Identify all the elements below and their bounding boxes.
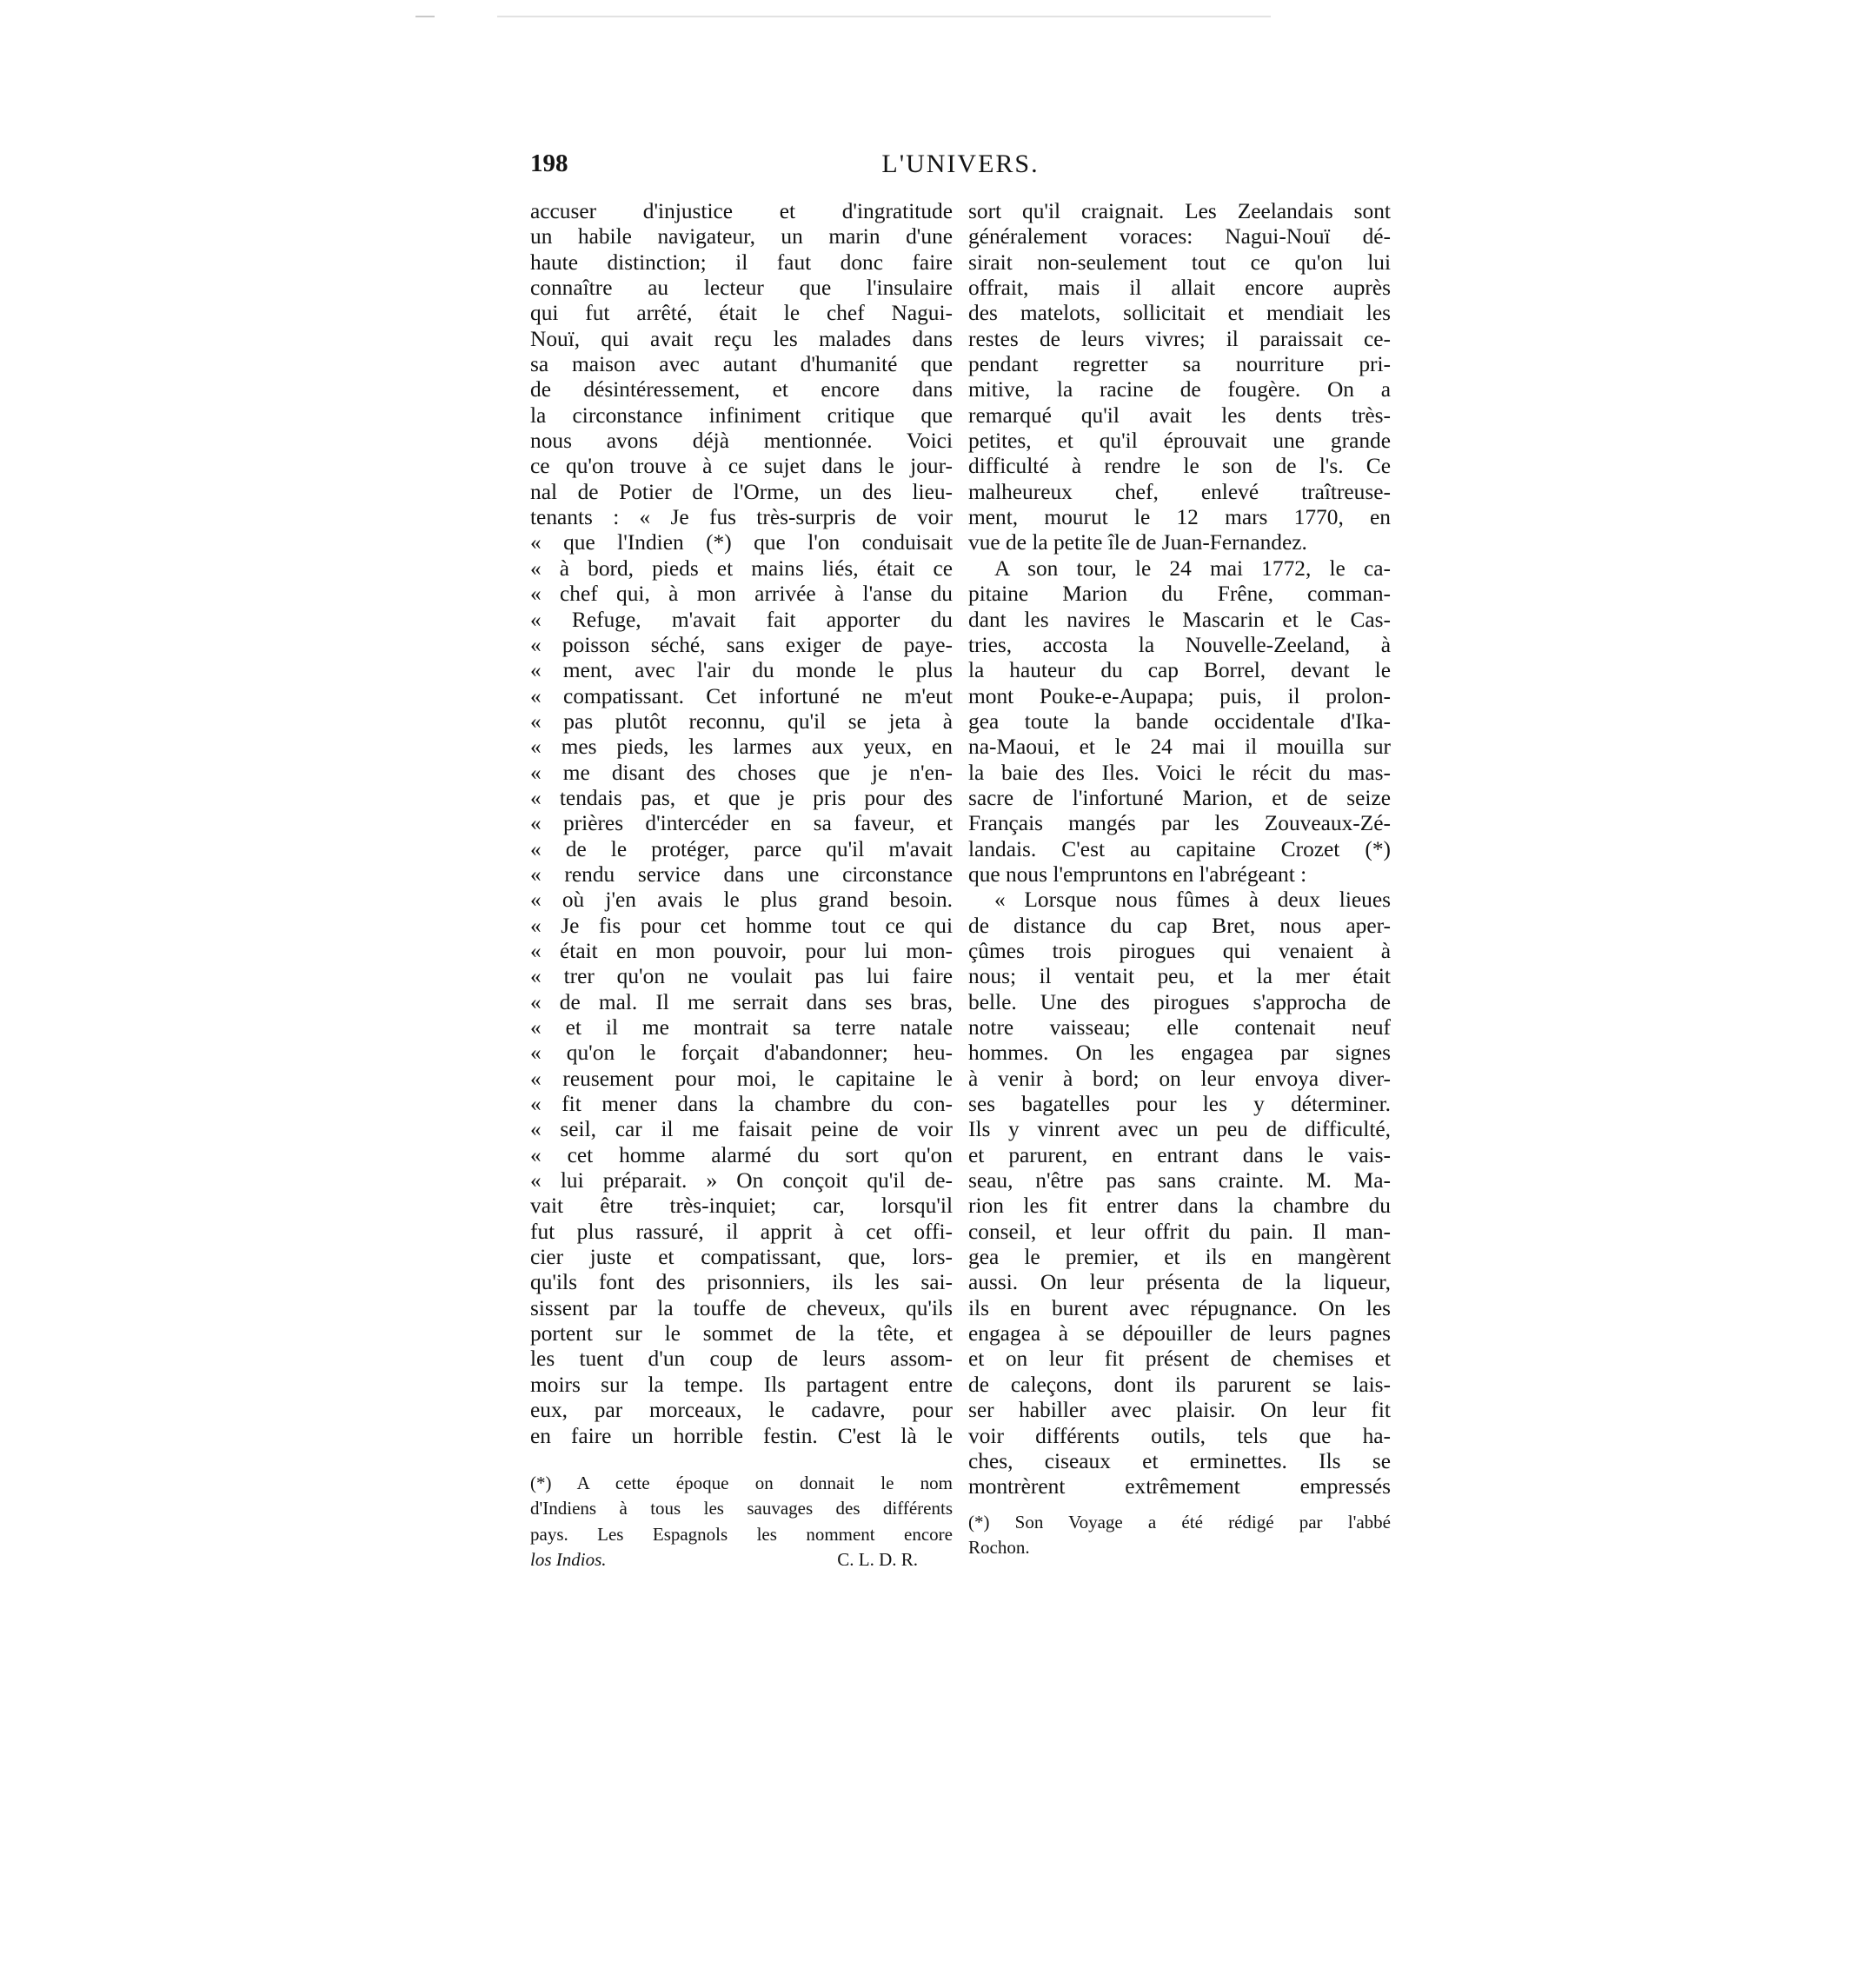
text-line: landais. C'est au capitaine Crozet (*): [968, 836, 1391, 861]
text-line: Ils y vinrent avec un peu de difficulté,: [968, 1117, 1391, 1142]
text-line: « et il me montrait sa terre natale: [530, 1015, 953, 1040]
footnote-signature-line: [530, 1548, 953, 1572]
footnote-line: d'Indiens à tous les sauvages des différents: [530, 1498, 953, 1519]
scan-edge-mark: [497, 16, 1271, 17]
text-line: çûmes trois pirogues qui venaient à: [968, 938, 1391, 963]
text-line: cier juste et compatissant, que, lors-: [530, 1245, 953, 1270]
text-line: seau, n'être pas sans crainte. M. Ma-: [968, 1168, 1391, 1193]
text-line: A son tour, le 24 mai 1772, le ca-: [994, 555, 1391, 581]
footnote-right: [968, 1511, 1391, 1562]
text-line: à venir à bord; on leur envoya diver-: [968, 1066, 1391, 1091]
text-line: « Je fis pour cet homme tout ce qui: [530, 913, 953, 938]
text-line: nal de Potier de l'Orme, un des lieu-: [530, 479, 953, 504]
text-line: « reusement pour moi, le capitaine le: [530, 1066, 953, 1091]
footnote-italic-text: los Indios.: [530, 1549, 607, 1571]
text-line: sacre de l'infortuné Marion, et de seize: [968, 785, 1391, 810]
footnote-line: Rochon.: [968, 1537, 1030, 1559]
text-line: dant les navires le Mascarin et le Cas-: [968, 607, 1391, 632]
page-header: [530, 150, 1391, 188]
text-line: aussi. On leur présenta de la liqueur,: [968, 1270, 1391, 1295]
text-line: hommes. On les engagea par signes: [968, 1041, 1391, 1066]
text-line: restes de leurs vivres; il paraissait ce-: [968, 326, 1391, 351]
text-line: pendant regretter sa nourriture pri-: [968, 352, 1391, 377]
text-line: « mes pieds, les larmes aux yeux, en: [530, 735, 953, 760]
text-line: « Refuge, m'avait fait apporter du: [530, 607, 953, 632]
text-line: montrèrent extrêmement empressés: [968, 1474, 1391, 1499]
text-line: difficulté à rendre le son de l's. Ce: [968, 454, 1391, 479]
text-line: portent sur le sommet de la tête, et: [530, 1321, 953, 1346]
text-line: « lui préparait. » On conçoit qu'il de-: [530, 1168, 953, 1193]
text-line: « poisson séché, sans exiger de paye-: [530, 632, 953, 657]
text-line: la circonstance infiniment critique que: [530, 402, 953, 428]
text-line: « que l'Indien (*) que l'on conduisait: [530, 530, 953, 555]
text-line: ser habiller avec plaisir. On leur fit: [968, 1398, 1391, 1423]
text-line: fut plus rassuré, il apprit à cet offi-: [530, 1219, 953, 1244]
text-line: remarqué qu'il avait les dents très-: [968, 402, 1391, 428]
scan-edge-mark: [415, 16, 435, 17]
text-line: « chef qui, à mon arrivée à l'anse du: [530, 582, 953, 607]
text-line: rion les fit entrer dans la chambre du: [968, 1193, 1391, 1219]
text-line: « compatissant. Cet infortuné ne m'eut: [530, 683, 953, 708]
page-number: 198: [530, 150, 568, 177]
text-line: de distance du cap Bret, nous aper-: [968, 913, 1391, 938]
text-line: na-Maoui, et le 24 mai il mouilla sur: [968, 735, 1391, 760]
text-line: sirait non-seulement tout ce qu'on lui: [968, 249, 1391, 275]
text-line: la baie des Iles. Voici le récit du mas-: [968, 760, 1391, 785]
text-line: voir différents outils, tels que ha-: [968, 1423, 1391, 1448]
text-line: qui fut arrêté, était le chef Nagui-: [530, 301, 953, 326]
text-line: mont Pouke-e-Aupapa; puis, il prolon-: [968, 683, 1391, 708]
text-line: « me disant des choses que je n'en-: [530, 760, 953, 785]
text-line: sa maison avec autant d'humanité que: [530, 352, 953, 377]
text-line: les tuent d'un coup de leurs assom-: [530, 1346, 953, 1372]
footnote-signature: C. L. D. R.: [837, 1549, 918, 1571]
text-line: accuser d'injustice et d'ingratitude: [530, 199, 953, 223]
footnote-line: pays. Les Espagnols les nomment encore: [530, 1523, 953, 1545]
text-line: « prières d'intercéder en sa faveur, et: [530, 811, 953, 836]
text-line: belle. Une des pirogues s'approcha de: [968, 989, 1391, 1014]
text-line: « cet homme alarmé du sort qu'on: [530, 1142, 953, 1167]
text-line: petites, et qu'il éprouvait une grande: [968, 429, 1391, 454]
text-line: « fit mener dans la chambre du con-: [530, 1092, 953, 1117]
text-line: gea toute la bande occidentale d'Ika-: [968, 708, 1391, 734]
text-line: « à bord, pieds et mains liés, était ce: [530, 555, 953, 581]
text-line: nous; il ventait peu, et la mer était: [968, 964, 1391, 989]
left-column: [530, 199, 953, 1449]
text-line: un habile navigateur, un marin d'une: [530, 224, 953, 249]
text-line: haute distinction; il faut donc faire: [530, 249, 953, 275]
text-line: offrait, mais il allait encore auprès: [968, 276, 1391, 301]
text-line: moirs sur la tempe. Ils partagent entre: [530, 1372, 953, 1397]
footnote-line: (*) A cette époque on donnait le nom: [530, 1473, 953, 1493]
text-line: « où j'en avais le plus grand besoin.: [530, 888, 953, 913]
text-line: « qu'on le forçait d'abandonner; heu-: [530, 1041, 953, 1066]
text-line: gea le premier, et ils en mangèrent: [968, 1245, 1391, 1270]
text-line: vait être très-inquiet; car, lorsqu'il: [530, 1193, 953, 1219]
right-column: [968, 199, 1391, 1500]
text-line: de caleçons, dont ils parurent se lais-: [968, 1372, 1391, 1397]
text-line: pitaine Marion du Frêne, comman-: [968, 582, 1391, 607]
text-line: « ment, avec l'air du monde le plus: [530, 658, 953, 683]
footnote-left: [530, 1472, 953, 1572]
text-line: ils en burent avec répugnance. On les: [968, 1295, 1391, 1320]
text-line: ce qu'on trouve à ce sujet dans le jour-: [530, 454, 953, 479]
text-line: « pas plutôt reconnu, qu'il se jeta à: [530, 708, 953, 734]
text-line: la hauteur du cap Borrel, devant le: [968, 658, 1391, 683]
text-line: Nouï, qui avait reçu les malades dans: [530, 326, 953, 351]
text-line: nous avons déjà mentionnée. Voici: [530, 429, 953, 454]
text-line: « Lorsque nous fûmes à deux lieues: [994, 888, 1391, 913]
text-line: « trer qu'on ne voulait pas lui faire: [530, 964, 953, 989]
text-line: mitive, la racine de fougère. On a: [968, 377, 1391, 402]
text-line: sort qu'il craignait. Les Zeelandais sont: [968, 199, 1391, 223]
text-line: et parurent, en entrant dans le vais-: [968, 1142, 1391, 1167]
text-line: « rendu service dans une circonstance: [530, 861, 953, 887]
text-line: « de mal. Il me serrait dans ses bras,: [530, 989, 953, 1014]
text-line: en faire un horrible festin. C'est là le: [530, 1423, 953, 1448]
text-line: des matelots, sollicitait et mendiait les: [968, 301, 1391, 326]
text-line: et on leur fit présent de chemises et: [968, 1346, 1391, 1372]
text-line: « était en mon pouvoir, pour lui mon-: [530, 938, 953, 963]
text-line: généralement voraces: Nagui-Nouï dé-: [968, 224, 1391, 249]
text-line: « de le protéger, parce qu'il m'avait: [530, 836, 953, 861]
text-line: malheureux chef, enlevé traîtreuse-: [968, 479, 1391, 504]
text-line: ses bagatelles pour les y déterminer.: [968, 1092, 1391, 1117]
text-line: « seil, car il me faisait peine de voir: [530, 1117, 953, 1142]
text-line: vue de la petite île de Juan-Fernandez.: [968, 530, 1307, 555]
text-line: de désintéressement, et encore dans: [530, 377, 953, 402]
text-line: sissent par la touffe de cheveux, qu'ils: [530, 1295, 953, 1320]
text-line: qu'ils font des prisonniers, ils les sai-: [530, 1270, 953, 1295]
text-line: Français mangés par les Zouveaux-Zé-: [968, 811, 1391, 836]
text-line: engagea à se dépouiller de leurs pagnes: [968, 1321, 1391, 1346]
running-title: L'UNIVERS.: [881, 150, 1040, 178]
text-line: ment, mourut le 12 mars 1770, en: [968, 505, 1391, 530]
text-line: notre vaisseau; elle contenait neuf: [968, 1015, 1391, 1040]
text-line: connaître au lecteur que l'insulaire: [530, 276, 953, 301]
text-line: tenants : « Je fus très-surpris de voir: [530, 505, 953, 530]
text-line: que nous l'empruntons en l'abrégeant :: [968, 861, 1307, 887]
text-line: conseil, et leur offrit du pain. Il man-: [968, 1219, 1391, 1244]
text-line: « tendais pas, et que je pris pour des: [530, 785, 953, 810]
text-line: eux, par morceaux, le cadavre, pour: [530, 1398, 953, 1423]
text-line: tries, accosta la Nouvelle-Zeeland, à: [968, 632, 1391, 657]
footnote-line: (*) Son Voyage a été rédigé par l'abbé: [968, 1512, 1391, 1533]
text-line: ches, ciseaux et erminettes. Ils se: [968, 1448, 1391, 1473]
